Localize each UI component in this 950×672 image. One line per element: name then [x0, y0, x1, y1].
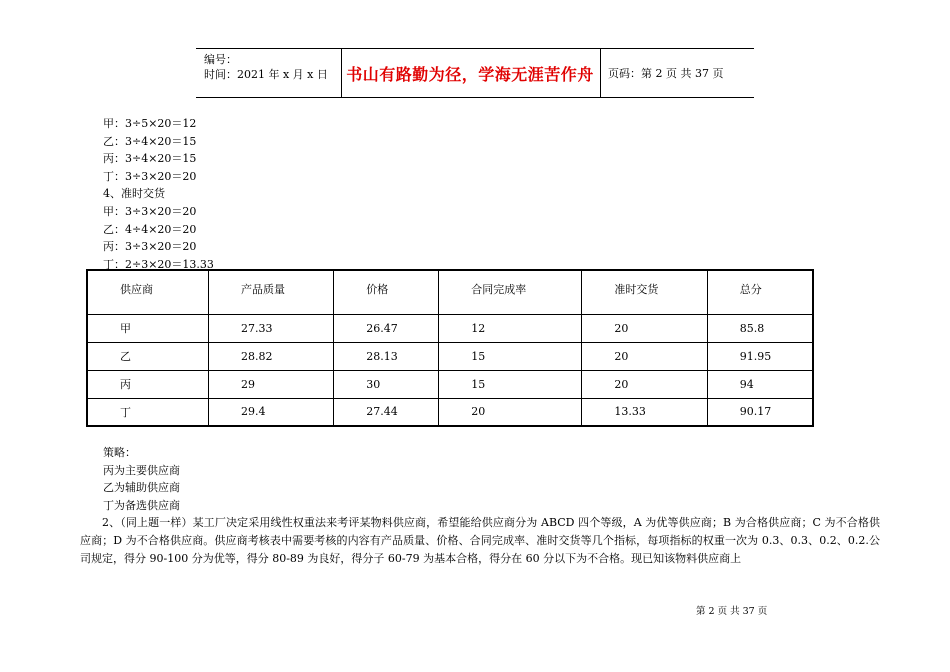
table-row	[87, 398, 813, 426]
calc-line: 丁：3÷3×20＝20	[103, 169, 197, 183]
paragraph-text: 2、（同上题一样）某工厂决定采用线性权重法来考评某物料供应商，希望能给供应商分为 ABCD 四个等级，A 为优等供应商；B 为合格供应商；C 为不合格供应商；D 为不合格供应商。供应商考核表中需要考核的内容有产品质量、价格、合同完成率、准时交货等几个指标，每项指标的权重一次为 0.3、0.3、0.2、0.2.公司规定，得分 90-100 分为优等，得分 80-89 为良好，得分子 60-79 为基本合格，得分在 60 分以下为不合格。现已知该物料供应商上	[80, 516, 880, 565]
page-header	[196, 48, 754, 98]
table-cell: 乙	[87, 342, 209, 370]
table-cell: 28.82	[209, 342, 334, 370]
header-page-number: 页码：第 2 页 共 37 页	[608, 67, 724, 80]
table-cell: 30	[334, 370, 439, 398]
strategy-item: 丙为主要供应商	[103, 463, 180, 477]
table-cell: 12	[439, 314, 582, 342]
table-cell: 丙	[87, 370, 209, 398]
table-cell: 94	[707, 370, 813, 398]
table-cell: 20	[582, 314, 707, 342]
calculation-lines	[103, 115, 214, 273]
calc-line: 甲：3÷5×20＝12	[103, 117, 197, 130]
table-cell: 91.95	[707, 342, 813, 370]
table-cell: 29	[209, 370, 334, 398]
header-cell: 产品质量	[209, 270, 334, 314]
calc-line: 乙：3÷4×20＝15	[103, 134, 197, 148]
table-cell: 13.33	[582, 398, 707, 426]
table-cell: 27.33	[209, 314, 334, 342]
strategy-section	[103, 444, 180, 514]
table-cell: 甲	[87, 314, 209, 342]
calc-line: 乙：4÷4×20＝20	[103, 222, 197, 236]
table-cell: 29.4	[209, 398, 334, 426]
table-cell: 20	[439, 398, 582, 426]
table-cell: 26.47	[334, 314, 439, 342]
calc-line: 丙：3÷4×20＝15	[103, 152, 197, 166]
calc-line: 丁：2÷3×20＝13.33	[103, 257, 214, 271]
calc-line: 甲：3÷3×20＝20	[103, 204, 197, 218]
header-cell: 价格	[334, 270, 439, 314]
strategy-item: 丁为备选供应商	[103, 498, 180, 512]
table-cell: 丁	[87, 398, 209, 426]
strategy-item: 乙为辅助供应商	[103, 481, 180, 495]
table-cell: 20	[582, 342, 707, 370]
table-cell: 15	[439, 370, 582, 398]
header-cell: 准时交货	[582, 270, 707, 314]
table-cell: 20	[582, 370, 707, 398]
section-heading: 4、准时交货	[103, 187, 165, 201]
time-label: 时间：2021 年 x 月 x 日	[204, 68, 328, 81]
header-info	[204, 52, 328, 82]
question-paragraph	[80, 514, 880, 568]
strategy-title: 策略：	[103, 446, 136, 459]
table-row	[87, 370, 813, 398]
table-cell: 90.17	[707, 398, 813, 426]
table-header-row	[87, 270, 813, 314]
header-cell: 合同完成率	[439, 270, 582, 314]
header-divider	[600, 49, 601, 97]
table-cell: 15	[439, 342, 582, 370]
table-cell: 28.13	[334, 342, 439, 370]
number-label: 编号：	[204, 53, 237, 66]
page-footer: 第 2 页 共 37 页	[696, 606, 768, 617]
header-motto: 书山有路勤为径，学海无涯苦作舟	[346, 64, 594, 84]
supplier-score-table	[86, 269, 814, 427]
header-cell: 总分	[707, 270, 813, 314]
table-cell: 27.44	[334, 398, 439, 426]
calc-line: 丙：3÷3×20＝20	[103, 240, 197, 254]
table-cell: 85.8	[707, 314, 813, 342]
header-cell: 供应商	[87, 270, 209, 314]
table-row	[87, 314, 813, 342]
table-row	[87, 342, 813, 370]
